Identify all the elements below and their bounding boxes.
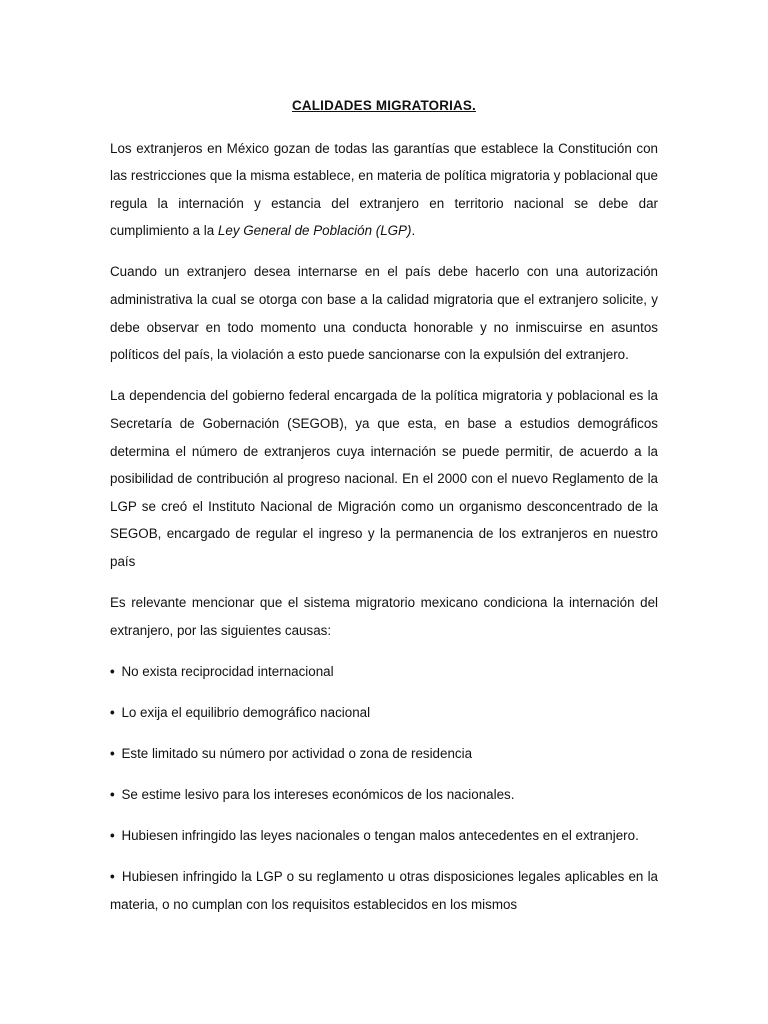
- list-item-text: Se estime lesivo para los intereses económicos de los nacionales.: [121, 786, 515, 802]
- paragraph-1: [110, 135, 658, 245]
- list-item: [110, 740, 658, 768]
- list-item: [110, 863, 658, 918]
- document-page: [110, 92, 658, 932]
- list-item: [110, 699, 658, 727]
- list-item-text: Hubiesen infringido la LGP o su reglamento u otras disposiciones legales aplicables en la materia, o no cumplan con los requisitos establecidos en los mismos: [110, 869, 658, 912]
- bullet-icon: •: [110, 869, 115, 885]
- bullet-icon: •: [110, 745, 115, 761]
- bullet-icon: •: [110, 704, 115, 720]
- bullet-icon: •: [110, 786, 115, 802]
- bullet-icon: •: [110, 828, 115, 844]
- list-item-text: Hubiesen infringido las leyes nacionales o tengan malos antecedentes en el extranjero.: [121, 828, 639, 844]
- paragraph-3: La dependencia del gobierno federal encargada de la política migratoria y poblacional es la Secretaría de Gobernación (SEGOB), ya que esta, en base a estudios demográficos determina el número de extranjeros cuya internación se puede permitir, de acuerdo a la posibilidad de contribución al progreso nacional. En el 2000 con el nuevo Reglamento de la LGP se creó el Instituto Nacional de Migración como un organismo desconcentrado de la SEGOB, encargado de regular el ingreso y la permanencia de los extranjeros en nuestro país: [110, 388, 658, 569]
- paragraph-4: Es relevante mencionar que el sistema migratorio mexicano condiciona la internación del extranjero, por las siguientes causas:: [110, 595, 658, 638]
- bullet-icon: •: [110, 663, 115, 679]
- paragraph-2: Cuando un extranjero desea internarse en el país debe hacerlo con una autorización administrativa la cual se otorga con base a la calidad migratoria que el extranjero solicite, y debe observar en todo momento una conducta honorable y no inmiscuirse en asuntos políticos del país, la violación a esto puede sancionarse con la expulsión del extranjero.: [110, 264, 658, 363]
- list-item-text: Este limitado su número por actividad o zona de residencia: [121, 745, 473, 761]
- document-title: CALIDADES MIGRATORIAS.: [292, 98, 476, 113]
- list-item-text: No exista reciprocidad internacional: [121, 663, 334, 679]
- paragraph-1-italic-law-name: Ley General de Población (LGP): [217, 223, 412, 239]
- paragraph-1-text: Los extranjeros en México gozan de todas las garantías que establece la Constitución con las restricciones que la misma establece, en materia de política migratoria y poblacional que regula la internación y estancia del extranjero en territorio nacional se debe dar cumplimiento a la: [110, 140, 658, 239]
- list-item: [110, 658, 658, 686]
- list-item-text: Lo exija el equilibrio demográfico nacional: [121, 704, 371, 720]
- list-item: [110, 822, 658, 850]
- list-item: [110, 781, 658, 809]
- paragraph-1-end: .: [411, 223, 416, 239]
